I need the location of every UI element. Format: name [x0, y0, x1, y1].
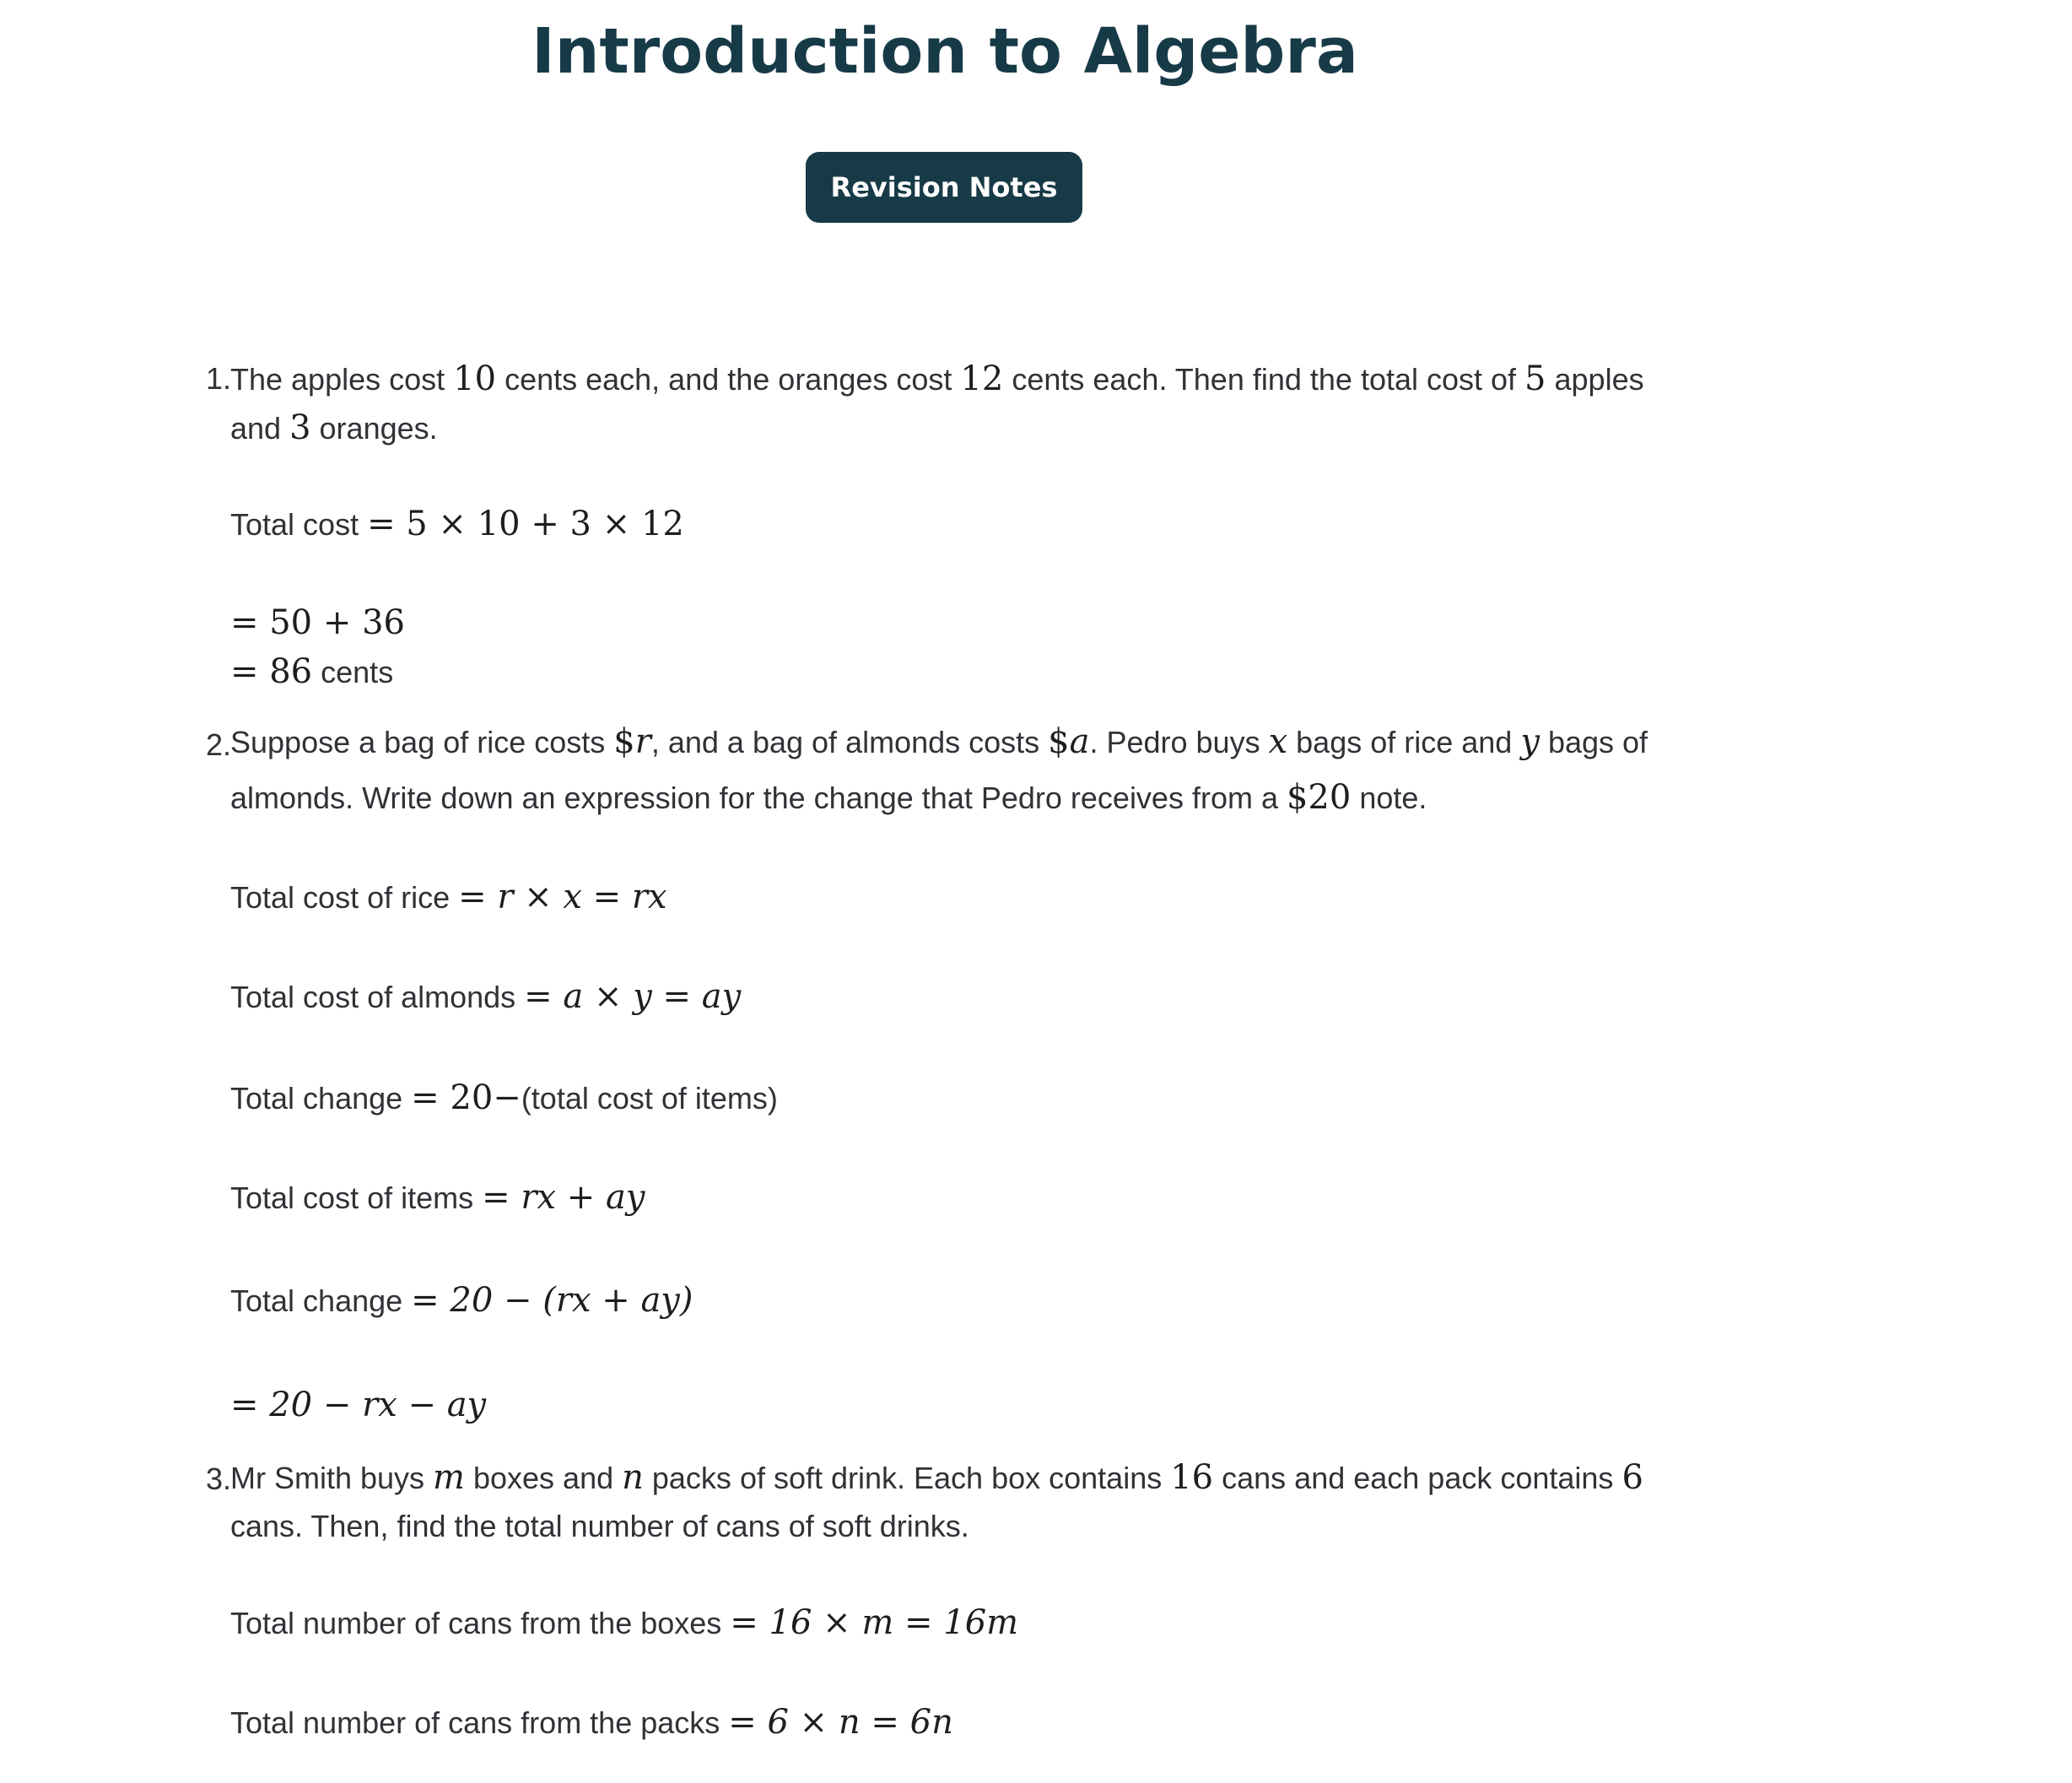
question-number-3: 3.	[205, 1462, 231, 1496]
q3-step-2: Total number of cans from the packs = 6 × n = 6n	[230, 1703, 953, 1742]
q2-text-line-2: almonds. Write down an expression for the change that Pedro receives from a $20 note.	[230, 778, 1427, 817]
question-number-2: 2.	[205, 727, 231, 762]
question-number-1: 1.	[205, 361, 231, 396]
revision-notes-badge[interactable]: Revision Notes	[806, 152, 1082, 223]
q1-step-3: = 86 cents	[230, 652, 394, 691]
q2-step-2: Total cost of almonds = a × y = ay	[230, 977, 742, 1016]
q2-step-5: Total change = 20 − (rx + ay)	[230, 1281, 693, 1320]
q1-text-line-2: and 3 oranges.	[230, 408, 438, 447]
q1-step-1: Total cost = 5 × 10 + 3 × 12	[230, 505, 684, 543]
q2-step-1: Total cost of rice = r × x = rx	[230, 878, 667, 916]
q2-step-6: = 20 − rx − ay	[230, 1386, 487, 1424]
q1-step-2: = 50 + 36	[230, 603, 405, 642]
q3-text-line-2: cans. Then, find the total number of cans of soft drinks.	[230, 1509, 969, 1543]
page-title: Introduction to Algebra	[531, 15, 1358, 88]
q2-text-line-1: Suppose a bag of rice costs $r, and a bag of almonds costs $a. Pedro buys x bags of rice and y bags of	[230, 722, 1648, 761]
q2-step-4: Total cost of items = rx + ay	[230, 1178, 645, 1217]
q3-step-1: Total number of cans from the boxes = 16 × m = 16m	[230, 1603, 1019, 1642]
q3-text-line-1: Mr Smith buys m boxes and n packs of soft drink. Each box contains 16 cans and each pack contains 6	[230, 1458, 1643, 1497]
q1-text-line-1: The apples cost 10 cents each, and the oranges cost 12 cents each. Then find the total cost of 5 apples	[230, 359, 1644, 398]
q2-step-3: Total change = 20−(total cost of items)	[230, 1078, 778, 1117]
